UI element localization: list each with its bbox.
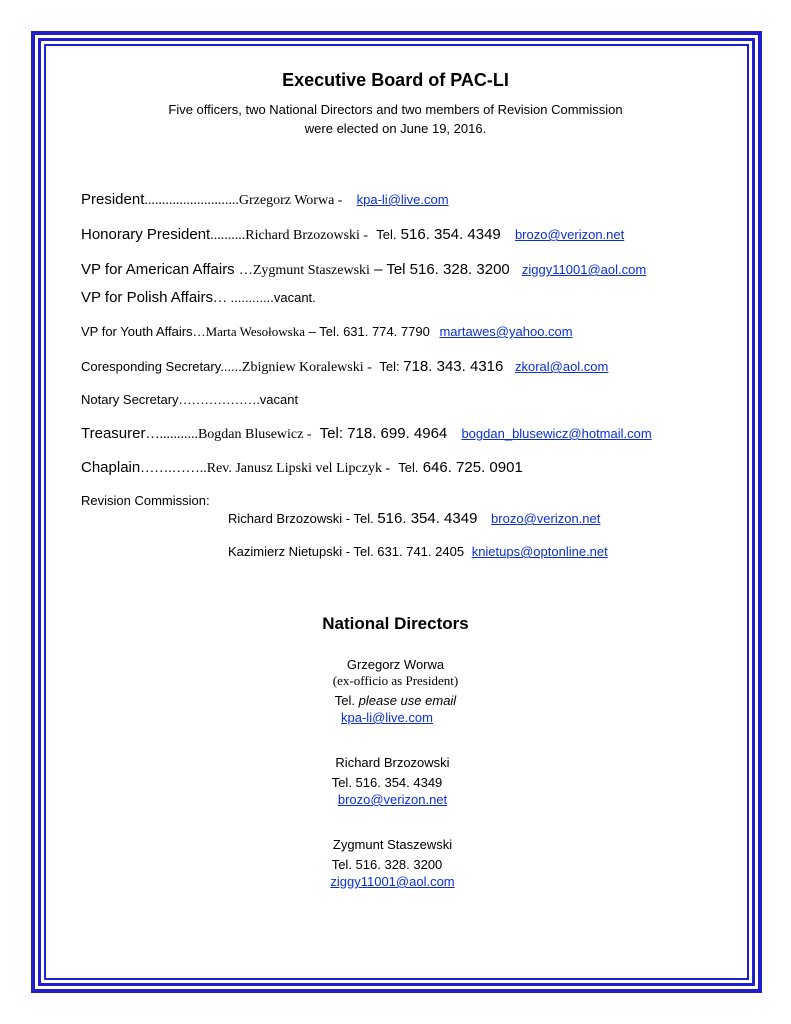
director-3-tel: Tel. 516. 328. 3200 <box>331 857 443 872</box>
officer-dots: ........................... <box>144 193 239 208</box>
subtitle-line-2: were elected on June 19, 2016. <box>304 121 487 136</box>
email-link[interactable]: ziggy11001@aol.com <box>330 874 455 889</box>
member-tel: 516. 354. 4349 <box>377 510 478 527</box>
officer-name: Bogdan Blusewicz - <box>197 427 312 442</box>
member-name: Richard Brzozowski - Tel. <box>228 511 374 526</box>
director-1-email-row <box>0 711 774 724</box>
director-2-name: Richard Brzozowski <box>335 755 450 770</box>
email-link[interactable]: kpa-li@live.com <box>356 192 449 207</box>
officer-notary-secretary <box>81 393 298 406</box>
officer-chaplain <box>81 460 523 476</box>
officer-status: ............vacant. <box>230 290 316 305</box>
officer-name: Richard Brzozowski - <box>245 228 369 243</box>
email-link[interactable]: knietups@optonline.net <box>471 544 608 559</box>
officer-vp-american <box>81 262 646 278</box>
page-title: Executive Board of PAC-LI <box>282 70 509 90</box>
email-link[interactable]: kpa-li@live.com <box>341 710 433 725</box>
officer-tel: – Tel 516. 328. 3200 <box>369 261 510 278</box>
email-link[interactable]: bogdan_blusewicz@hotmail.com <box>461 426 652 441</box>
officer-dots: …........... <box>145 427 198 442</box>
officer-label: Notary Secretary <box>81 392 179 407</box>
director-3-email-row <box>0 875 785 888</box>
tel-label: Tel. <box>376 227 397 242</box>
officer-label: Coresponding Secretary...... <box>81 359 242 374</box>
officer-dots: …….…….. <box>140 461 207 476</box>
officer-tel: 516. 354. 4349 <box>400 226 501 243</box>
officer-dots: ………………. <box>178 392 260 407</box>
subtitle-line-1: Five officers, two National Directors and two members of Revision Commission <box>168 102 623 117</box>
officer-tel: – Tel. 631. 774. 7790 <box>305 324 430 339</box>
officer-label: VP for Youth Affairs <box>81 324 193 339</box>
officer-dots: … <box>238 263 253 278</box>
revision-member-2 <box>228 545 608 558</box>
email-link[interactable]: martawes@yahoo.com <box>439 324 573 339</box>
officer-dots: … <box>192 324 206 339</box>
officer-label: Honorary President <box>81 226 211 243</box>
officer-status: vacant <box>259 392 299 407</box>
director-1-name: Grzegorz Worwa <box>346 657 445 672</box>
director-1-tel <box>0 694 791 707</box>
tel-label: Tel. <box>398 460 419 475</box>
officer-name: Zbigniew Koralewski - <box>241 360 372 375</box>
member-name: Kazimierz Nietupski - Tel. 631. 741. 2405 <box>228 544 465 559</box>
revision-heading: Revision Commission: <box>81 493 210 508</box>
officer-label: Treasurer <box>81 425 146 442</box>
officer-dots: .......... <box>210 228 246 243</box>
officer-tel: Tel: 718. 699. 4964 <box>319 425 448 442</box>
email-link[interactable]: ziggy11001@aol.com <box>521 262 647 277</box>
officer-tel: 646. 725. 0901 <box>422 459 523 476</box>
officer-vp-polish <box>81 290 316 306</box>
officer-label: VP for Polish Affairs <box>81 289 214 306</box>
officer-vp-youth <box>81 325 573 338</box>
officer-tel: 718. 343. 4316 <box>403 358 504 375</box>
officer-label: VP for American Affairs <box>81 261 239 278</box>
tel-note: please use email <box>358 693 457 708</box>
revision-member-1 <box>228 511 600 526</box>
email-link[interactable]: brozo@verizon.net <box>491 511 601 526</box>
tel-label: Tel: <box>379 359 400 374</box>
email-link[interactable]: zkoral@aol.com <box>514 359 609 374</box>
director-2-tel: Tel. 516. 354. 4349 <box>331 775 443 790</box>
officer-dots: … <box>213 291 231 306</box>
director-1-note: (ex-officio as President) <box>332 673 459 688</box>
officer-coresponding-secretary <box>81 359 608 375</box>
officer-name: Grzegorz Worwa - <box>238 193 343 208</box>
officer-president <box>81 192 449 208</box>
officer-honorary-president <box>81 227 624 243</box>
officer-name: Zygmunt Staszewski <box>252 263 370 278</box>
officer-treasurer <box>81 426 652 442</box>
tel-label: Tel. <box>334 693 356 708</box>
director-2-email-row <box>0 793 785 806</box>
officer-name: Rev. Janusz Lipski vel Lipczyk - <box>206 461 391 476</box>
officer-label: Chaplain <box>81 459 141 476</box>
officer-label: President <box>81 191 145 208</box>
officer-name: Marta Wesołowska <box>205 324 306 339</box>
email-link[interactable]: brozo@verizon.net <box>514 227 625 242</box>
director-3-name: Zygmunt Staszewski <box>332 837 453 852</box>
national-directors-heading: National Directors <box>322 614 469 633</box>
email-link[interactable]: brozo@verizon.net <box>337 792 448 807</box>
